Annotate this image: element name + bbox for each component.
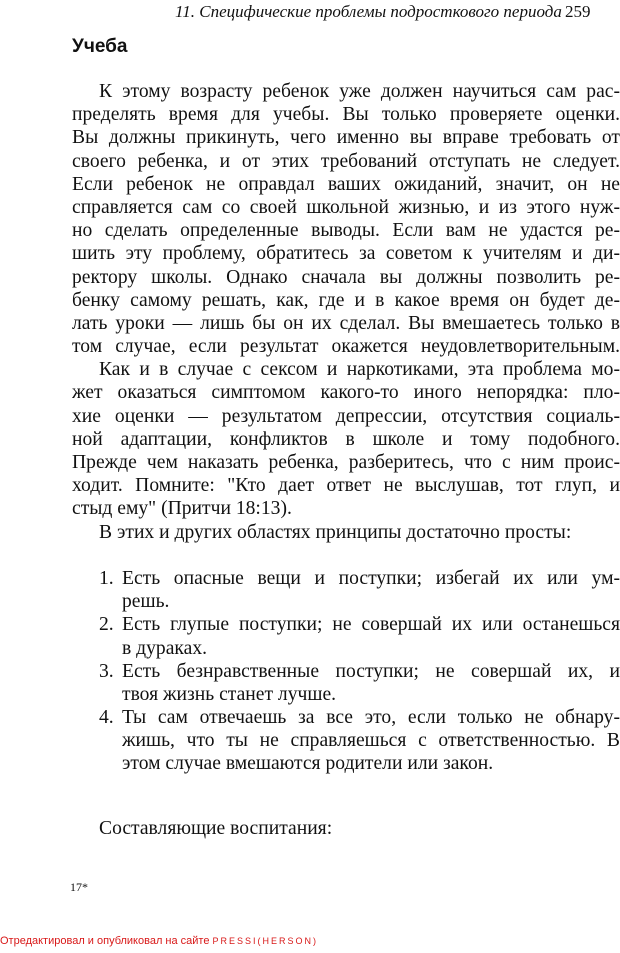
text-line: пределять время для учебы. Вы только проверяете оценки. xyxy=(72,104,620,126)
text-line: справляется сам со своей школьной жизнью, и из этого нуж- xyxy=(72,196,620,218)
text-line: ходит. Помните: "Кто дает ответ не выслушав, тот глуп, и xyxy=(72,475,620,497)
list-number: 4. xyxy=(99,707,114,729)
subheading: Составляющие воспитания: xyxy=(99,818,333,839)
spacer xyxy=(72,544,620,567)
text-line: том случае, если результат окажется неудовлетворительным. xyxy=(72,336,620,358)
text-line: шить эту проблему, обратитесь за советом к учителям и ди- xyxy=(72,243,620,265)
text-line: Как и в случае с сексом и наркотиками, эта проблема мо- xyxy=(99,359,620,381)
paragraph xyxy=(72,358,620,520)
paragraph xyxy=(72,80,620,358)
watermark-text: Отредактировал и опубликовал на сайте xyxy=(0,935,210,947)
text-line: Есть безнравственные поступки; не совершай их, и xyxy=(122,660,620,682)
text-line: Прежде чем наказать ребенка, разберитесь, что с ним проис- xyxy=(72,452,620,473)
text-line: в дураках. xyxy=(122,637,208,659)
page-number: 259 xyxy=(565,2,591,21)
text-line: К этому возрасту ребенок уже должен научиться сам рас- xyxy=(99,81,620,102)
text-line: лать уроки — лишь бы он их сделал. Вы вмешаетесь только в xyxy=(72,312,620,334)
footnote-mark: 17* xyxy=(70,880,88,894)
text-line: ректору школы. Однако сначала вы должны позволить ре- xyxy=(72,266,620,288)
text-line: Есть глупые поступки; не совершай их или останешься xyxy=(122,614,620,636)
text-line: этом случае вмешаются родители или закон. xyxy=(122,753,494,775)
section-title: Учеба xyxy=(72,36,128,57)
text-line: Ты сам отвечаешь за все это, если только не обнару- xyxy=(122,707,620,729)
list-item xyxy=(72,706,620,776)
text-line: Есть опасные вещи и поступки; избегай их или ум- xyxy=(122,567,620,589)
watermark-brand: PRESSI(HERSON) xyxy=(212,936,319,946)
text-line: бенку самому решать, как, где и в какое время он будет де- xyxy=(72,289,620,311)
text-line: твоя жизнь станет лучше. xyxy=(122,683,337,705)
body-text xyxy=(72,80,620,776)
text-line: ной адаптации, конфликтов в школе и тому подобного. xyxy=(72,428,620,450)
text-line: решь. xyxy=(122,591,170,613)
text-line: В этих и других областях принципы достаточно просты: xyxy=(99,521,572,543)
text-line: жет оказаться симптомом какого-то иного непорядка: пло- xyxy=(72,382,620,404)
list-number: 1. xyxy=(99,567,114,589)
text-line: жишь, что ты не справляешься с ответственностью. В xyxy=(122,730,620,752)
numbered-list xyxy=(72,567,620,776)
text-line: Если ребенок не оправдал ваших ожиданий, значит, он не xyxy=(72,173,620,195)
list-item xyxy=(72,613,620,659)
text-line: своего ребенка, и от этих требований отступать не следует. xyxy=(72,150,620,172)
paragraph xyxy=(72,521,620,544)
text-line: но сделать определенные выводы. Если вам не удастся ре- xyxy=(72,220,620,242)
text-line: хие оценки — результатом депрессии, отсутствия социаль- xyxy=(72,405,620,427)
running-head: 11. Специфические проблемы подросткового периода xyxy=(175,2,562,21)
list-item xyxy=(72,567,620,613)
watermark xyxy=(0,935,318,947)
list-number: 2. xyxy=(99,614,114,636)
text-line: стыд ему" (Притчи 18:13). xyxy=(72,498,292,520)
list-item xyxy=(72,660,620,706)
list-number: 3. xyxy=(99,660,114,682)
page-header xyxy=(0,2,620,26)
text-line: Вы должны прикинуть, чего именно вы вправе требовать от xyxy=(72,127,620,149)
